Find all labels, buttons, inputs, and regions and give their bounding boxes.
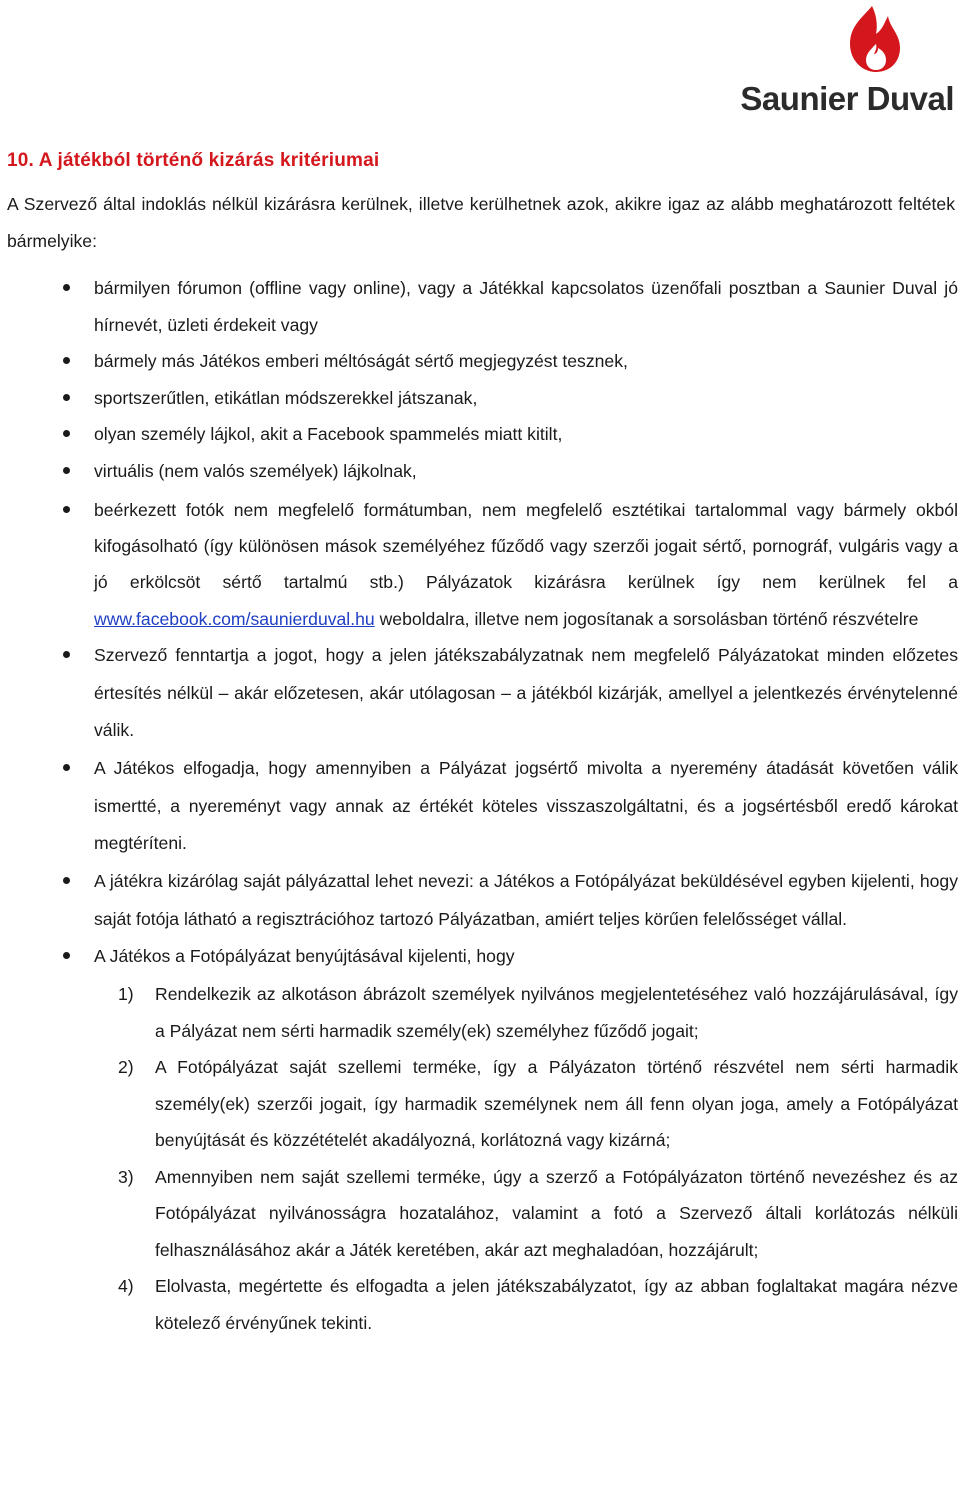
declaration-intro: A Játékos a Fotópályázat benyújtásával kijelenti, hogy (94, 946, 515, 967)
declaration-list (94, 976, 958, 1341)
list-item-photo-rules (0, 492, 958, 637)
saunier-duval-logo (740, 4, 954, 117)
brand-name: Saunier Duval (740, 80, 954, 117)
list-item: virtuális (nem valós személyek) lájkolnak, (0, 453, 958, 490)
declaration-text: Elolvasta, megértette és elfogadta a jelen játékszabályzatot, így az abban foglaltakat magára nézve kötelező érvényűnek tekinti. (155, 1276, 958, 1333)
declaration-text: A Fotópályázat saját szellemi terméke, így a Pályázaton történő részvétel nem sérti harmadik személy(ek) szerzői jogait, így harmadik személynek nem áll fenn olyan joga, amely a Fotópályázat benyújtását és közzétételét akadályozná, korlátozná vagy kizárná; (155, 1057, 958, 1151)
photo-rules-text-after: weboldalra, illetve nem jogosítanak a sorsolásban történő részvételre (374, 608, 919, 629)
exclusion-criteria-list (0, 270, 958, 1341)
declaration-item (94, 1159, 958, 1269)
section-heading: 10. A játékból történő kizárás kritériumai (7, 150, 380, 171)
list-item-declaration (0, 938, 958, 1341)
list-item: olyan személy lájkol, akit a Facebook spammelés miatt kitilt, (0, 416, 958, 453)
list-item-prize-return: A Játékos elfogadja, hogy amennyiben a Pályázat jogsértő mivolta a nyeremény átadását követően válik ismertté, a nyereményt vagy annak az értékét köteles visszaszolgáltatni, és a jogsértésből eredő károkat megtéríteni. (0, 750, 958, 863)
declaration-text: Amennyiben nem saját szellemi terméke, úgy a szerző a Fotópályázaton történő nevezéshez és az Fotópályázat nyilvánosságra hozatalához, valamint a fotó a Szervező általi korlátozás nélküli felhasználásához akár a Játék keretében, akár azt meghaladóan, hozzájárult; (155, 1166, 958, 1260)
declaration-number: 1) (118, 984, 134, 1005)
declaration-number: 2) (118, 1057, 134, 1078)
declaration-text: Rendelkezik az alkotáson ábrázolt személyek nyilvános megjelentetéséhez való hozzájárulásával, így a Pályázat nem sérti harmadik személy(ek) személyhez fűződő jogait; (155, 984, 958, 1041)
list-item: sportszerűtlen, etikátlan módszerekkel játszanak, (0, 380, 958, 417)
section-intro: A Szervező által indoklás nélkül kizárásra kerülnek, illetve kerülhetnek azok, akikre igaz az alább meghatározott feltétek bármelyike: (7, 194, 955, 251)
list-item: bármilyen fórumon (offline vagy online), vagy a Játékkal kapcsolatos üzenőfali posztban a Saunier Duval jó hírnevét, üzleti érdekeit vagy (0, 270, 958, 343)
declaration-item (94, 976, 958, 1049)
list-item: bármely más Játékos emberi méltóságát sértő megjegyzést tesznek, (0, 343, 958, 380)
list-item-organizer-rights: Szervező fenntartja a jogot, hogy a jelen játékszabályzatnak nem megfelelő Pályázatokat minden előzetes értesítés nélkül – akár előzetesen, akár utólagosan – a játékból kizárják, amellyel a jelentkezés érvénytelenné válik. (0, 637, 958, 750)
list-item-own-entry: A játékra kizárólag saját pályázattal lehet nevezi: a Játékos a Fotópályázat beküldésével egyben kijelenti, hogy saját fotója látható a regisztrációhoz tartozó Pályázatban, amiért teljes körűen felelősséget vállal. (0, 863, 958, 938)
declaration-item (94, 1268, 958, 1341)
declaration-number: 4) (118, 1276, 134, 1297)
photo-rules-text: beérkezett fotók nem megfelelő formátumban, nem megfelelő esztétikai tartalommal vagy bármely okból kifogásolható (így különösen mások személyéhez fűződő vagy szerzői jogait sértő, pornográf, vulgáris vagy a jó erkölcsöt sértő tartalmú stb.) Pályázatok kizárásra kerülnek így nem kerülnek fel a (94, 500, 958, 593)
declaration-item (94, 1049, 958, 1159)
declaration-number: 3) (118, 1166, 134, 1187)
facebook-page-link[interactable]: www.facebook.com/saunierduval.hu (94, 608, 375, 629)
flame-logo-icon (842, 4, 906, 76)
